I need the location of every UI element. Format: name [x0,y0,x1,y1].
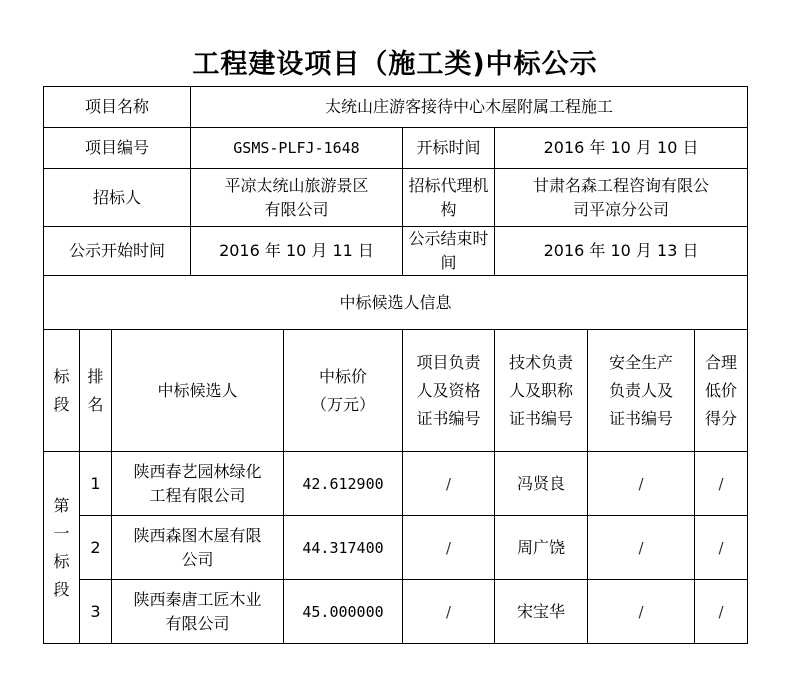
pm-header-line: 证书编号 [416,408,481,428]
candidate-name-cell [112,516,284,580]
agency-value [495,169,748,227]
rank-cell: 1 [80,452,112,516]
safety-header-line: 负责人及 [608,380,673,400]
tech-header [495,330,588,452]
candidate-name-line: 陕西森图木屋有限 [133,525,262,545]
section-header [44,330,80,452]
safety-cell: / [588,516,695,580]
safety-header-line: 证书编号 [608,408,673,428]
candidate-name-cell [112,452,284,516]
page-title: 工程建设项目（施工类)中标公示 [192,49,598,80]
score-header [695,330,748,452]
table-row [44,452,748,516]
open-time-label: 开标时间 [403,128,495,169]
candidate-name-line: 工程有限公司 [149,485,246,505]
table-row [44,516,748,580]
tenderer-line-2: 有限公司 [264,199,329,219]
notice-period-row [44,227,748,276]
section-header-char: 段 [53,394,70,414]
rank-header-char: 排 [87,366,104,386]
notice-end-label: 公示结束时间 [403,227,495,276]
price-header-line: 中标价 [318,366,367,386]
tech-cell: 宋宝华 [495,580,588,644]
section-name-cell [44,452,80,644]
agency-line-2: 司平凉分公司 [573,199,670,219]
project-name-value: 太统山庄游客接待中心木屋附属工程施工 [191,87,748,128]
section-name-char: 标 [53,551,70,571]
pm-header-line: 人及资格 [416,380,481,400]
pm-cell: / [403,452,495,516]
price-cell: 42.612900 [284,452,403,516]
price-cell: 45.000000 [284,580,403,644]
pm-cell: / [403,516,495,580]
candidate-name-line: 陕西春艺园林绿化 [133,461,262,481]
section-header-char: 标 [53,366,70,386]
pm-cell: / [403,580,495,644]
price-cell: 44.317400 [284,516,403,580]
score-header-line: 合理 [705,352,738,372]
project-no-value: GSMS-PLFJ-1648 [191,128,403,169]
safety-header [588,330,695,452]
bid-notice-table [43,86,748,644]
tech-header-line: 技术负责 [508,352,573,372]
rank-cell: 3 [80,580,112,644]
project-no-label: 项目编号 [44,128,191,169]
candidate-name-line: 公司 [181,549,214,569]
score-cell: / [695,580,748,644]
tenderer-row [44,169,748,227]
candidate-name-line: 陕西秦唐工匠木业 [133,589,262,609]
safety-cell: / [588,452,695,516]
safety-header-line: 安全生产 [608,352,673,372]
tech-header-line: 人及职称 [508,380,573,400]
candidates-section-row [44,276,748,330]
rank-cell: 2 [80,516,112,580]
project-name-label: 项目名称 [44,87,191,128]
price-header-line: （万元） [310,394,375,414]
notice-start-value: 2016 年 10 月 11 日 [191,227,403,276]
agency-line-1: 甘肃名森工程咨询有限公 [533,175,710,195]
tech-cell: 周广饶 [495,516,588,580]
score-header-line: 得分 [705,408,738,428]
candidates-header-row [44,330,748,452]
candidate-header: 中标候选人 [112,330,284,452]
score-cell: / [695,452,748,516]
candidates-section-title: 中标候选人信息 [44,276,748,330]
candidate-name-cell [112,580,284,644]
tech-header-line: 证书编号 [508,408,573,428]
pm-header-line: 项目负责 [416,352,481,372]
pm-header [403,330,495,452]
rank-header [80,330,112,452]
rank-header-char: 名 [87,394,104,414]
tenderer-value [191,169,403,227]
section-name-char: 段 [53,579,70,599]
project-no-row [44,128,748,169]
project-name-row [44,87,748,128]
score-header-line: 低价 [705,380,738,400]
section-name-char: 第 [53,495,70,515]
candidate-name-line: 有限公司 [165,613,230,633]
notice-end-value: 2016 年 10 月 13 日 [495,227,748,276]
tech-cell: 冯贤良 [495,452,588,516]
tenderer-line-1: 平凉太统山旅游景区 [224,175,369,195]
table-row [44,580,748,644]
agency-label: 招标代理机构 [403,169,495,227]
score-cell: / [695,516,748,580]
section-name-char: 一 [53,523,70,543]
safety-cell: / [588,580,695,644]
open-time-value: 2016 年 10 月 10 日 [495,128,748,169]
notice-start-label: 公示开始时间 [44,227,191,276]
tenderer-label: 招标人 [44,169,191,227]
price-header [284,330,403,452]
